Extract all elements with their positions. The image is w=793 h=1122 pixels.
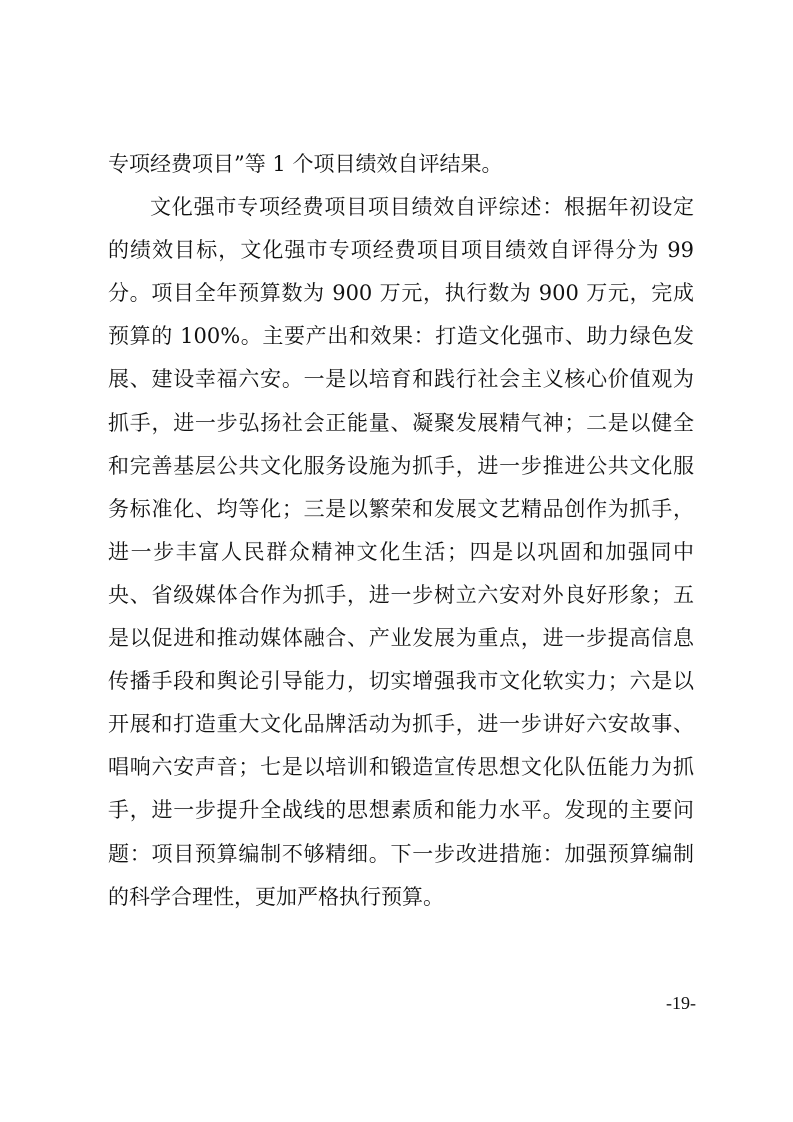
paragraph-continuation: 专项经费项目”等 1 个项目绩效自评结果。 (108, 152, 503, 176)
paragraph-summary: 文化强市专项经费项目项目绩效自评综述：根据年初设定的绩效目标，文化强市专项经费项目项目绩效自评得分为 99 分。项目全年预算数为 900 万元，执行数为 900 万元，完成预算的 100%。主要产出和效果：打造文化强市、助力绿色发展、建设幸福六安。一是以培育和践行社会主义核心价值观为抓手，进一步弘扬社会正能量、凝聚发展精气神；二是以健全和完善基层公共文化服务设施为抓手，进一步推进公共文化服务标准化、均等化；三是以繁荣和发展文艺精品创作为抓手，进一步丰富人民群众精神文化生活；四是以巩固和加强同中央、省级媒体合作为抓手，进一步树立六安对外良好形象；五是以促进和推动媒体融合、产业发展为重点，进一步提高信息传播手段和舆论引导能力，切实增强我市文化软实力；六是以开展和打造重大文化品牌活动为抓手，进一步讲好六安故事、唱响六安声音；七是以培训和锻造宣传思想文化队伍能力为抓手，进一步提升全战线的思想素质和能力水平。发现的主要问题：项目预算编制不够精细。下一步改进措施：加强预算编制的科学合理性，更加严格执行预算。 (108, 195, 694, 909)
body-text (108, 143, 694, 919)
page-number: -19- (666, 993, 696, 1013)
